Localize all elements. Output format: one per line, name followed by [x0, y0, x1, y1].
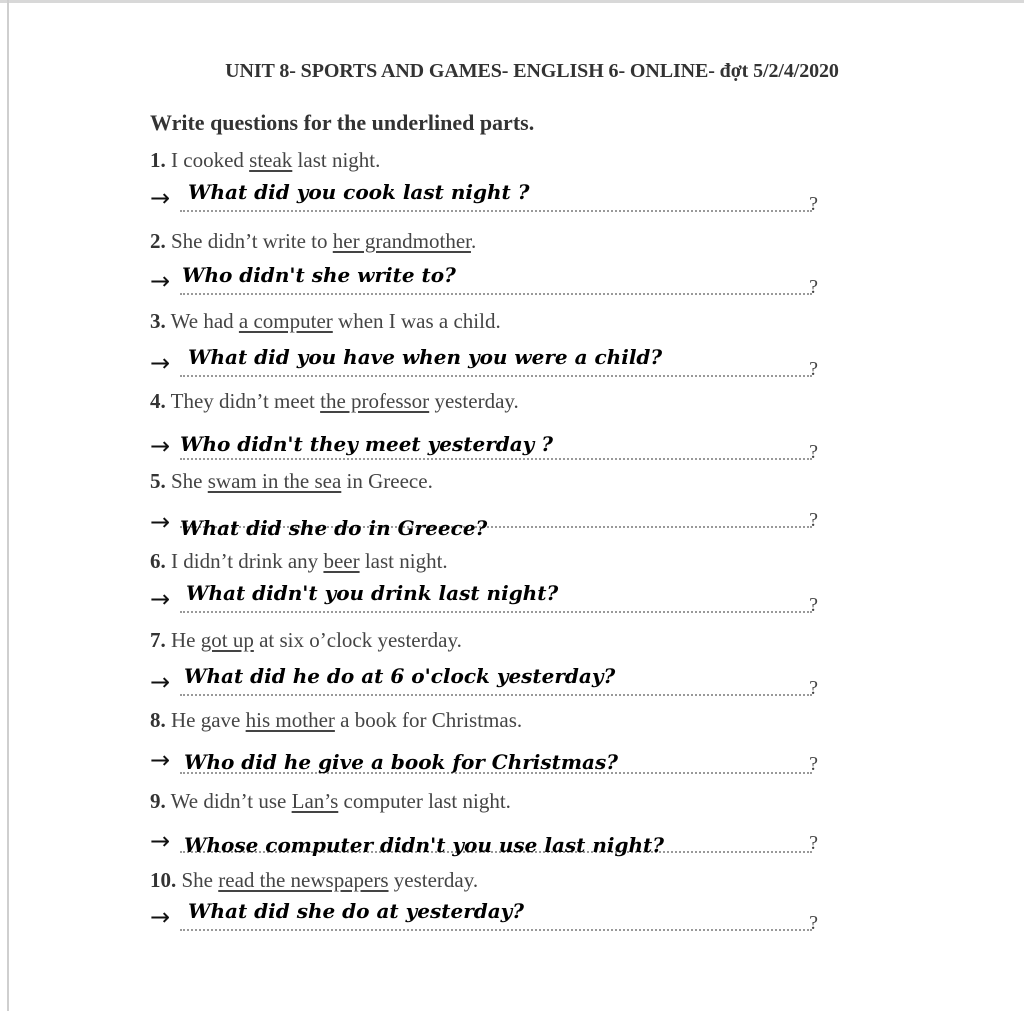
question-mark: ?: [809, 441, 818, 463]
answer-line-8[interactable]: [150, 746, 818, 780]
question-mark: ?: [809, 594, 818, 616]
arrow-icon: →: [150, 668, 171, 696]
question-text-before: She: [181, 868, 219, 892]
question-text-after: .: [470, 229, 477, 253]
underlined-part: read the newspapers: [218, 868, 389, 892]
question-number: 10.: [150, 868, 177, 892]
question-mark: ?: [809, 677, 818, 699]
question-text-after: yesterday.: [388, 868, 479, 892]
question-mark: ?: [809, 912, 818, 934]
underlined-part: got up: [200, 628, 254, 652]
question-text-before: She: [171, 469, 208, 493]
answer-line-10[interactable]: [150, 899, 818, 933]
answer-line-3[interactable]: [150, 345, 818, 379]
underlined-part: beer: [323, 549, 360, 573]
question-number: 3.: [150, 309, 166, 333]
answer-line-9[interactable]: [150, 827, 818, 861]
question-text-before: We had: [170, 309, 239, 333]
dotted-line: [180, 375, 812, 377]
arrow-icon: →: [150, 827, 171, 855]
answer-line-6[interactable]: [150, 581, 818, 615]
handwritten-answer: What did she do at yesterday?: [188, 899, 525, 923]
question-text-before: We didn’t use: [170, 789, 292, 813]
page-left-edge: [7, 0, 9, 1011]
question-text-after: at six o’clock yesterday.: [253, 628, 462, 652]
arrow-icon: →: [150, 746, 171, 774]
dotted-line: [180, 929, 812, 931]
question-text-before: He gave: [171, 708, 246, 732]
handwritten-answer: What did she do in Greece?: [180, 516, 488, 540]
arrow-icon: →: [150, 267, 171, 295]
question-6: [150, 549, 448, 574]
question-8: [150, 708, 522, 733]
question-number: 7.: [150, 628, 166, 652]
underlined-part: his mother: [245, 708, 335, 732]
question-number: 8.: [150, 708, 166, 732]
question-number: 1.: [150, 148, 166, 172]
question-mark: ?: [809, 509, 818, 531]
question-mark: ?: [809, 753, 818, 775]
dotted-line: [180, 458, 812, 460]
question-text-after: last night.: [292, 148, 381, 172]
handwritten-answer: Who didn't she write to?: [182, 263, 456, 287]
handwritten-answer: Who did he give a book for Christmas?: [184, 750, 618, 774]
answer-line-5[interactable]: [150, 508, 818, 542]
answer-line-7[interactable]: [150, 664, 818, 698]
answer-line-4[interactable]: [150, 428, 818, 462]
question-text-before: He: [171, 628, 201, 652]
question-mark: ?: [809, 358, 818, 380]
question-9: [150, 789, 511, 814]
question-mark: ?: [809, 832, 818, 854]
question-mark: ?: [809, 193, 818, 215]
question-number: 9.: [150, 789, 166, 813]
question-1: [150, 148, 380, 173]
handwritten-answer: Whose computer didn't you use last night?: [184, 833, 664, 857]
handwritten-answer: What didn't you drink last night?: [186, 581, 559, 605]
underlined-part: steak: [249, 148, 293, 172]
question-number: 5.: [150, 469, 166, 493]
underlined-part: the professor: [320, 389, 430, 413]
arrow-icon: →: [150, 184, 171, 212]
question-4: [150, 389, 519, 414]
question-text-after: last night.: [359, 549, 448, 573]
question-number: 2.: [150, 229, 166, 253]
question-text-after: yesterday.: [429, 389, 519, 413]
underlined-part: Lan’s: [291, 789, 339, 813]
handwritten-answer: Who didn't they meet yesterday ?: [180, 432, 553, 456]
arrow-icon: →: [150, 349, 171, 377]
handwritten-answer: What did he do at 6 o'clock yesterday?: [184, 664, 616, 688]
underlined-part: her grandmother: [332, 229, 471, 253]
underlined-part: swam in the sea: [207, 469, 342, 493]
question-10: [150, 868, 478, 893]
dotted-line: [180, 694, 812, 696]
question-text-after: a book for Christmas.: [334, 708, 523, 732]
page-top-edge: [0, 0, 1024, 3]
arrow-icon: →: [150, 585, 171, 613]
question-mark: ?: [809, 276, 818, 298]
question-number: 4.: [150, 389, 166, 413]
question-text-before: I didn’t drink any: [171, 549, 324, 573]
instruction-heading: Write questions for the underlined parts.: [150, 110, 535, 135]
question-text-after: in Greece.: [341, 469, 433, 493]
worksheet-title: UNIT 8- SPORTS AND GAMES- ENGLISH 6- ONLINE- đợt 5/2/4/2020: [225, 60, 839, 82]
dotted-line: [180, 611, 812, 613]
question-text-before: She didn’t write to: [171, 229, 333, 253]
arrow-icon: →: [150, 432, 171, 460]
answer-line-1[interactable]: [150, 180, 818, 214]
question-text-before: They didn’t meet: [170, 389, 321, 413]
question-3: [150, 309, 501, 334]
answer-line-2[interactable]: [150, 263, 818, 297]
handwritten-answer: What did you have when you were a child?: [188, 345, 663, 369]
question-5: [150, 469, 433, 494]
question-2: [150, 229, 476, 254]
question-number: 6.: [150, 549, 166, 573]
question-7: [150, 628, 462, 653]
question-text-after: computer last night.: [338, 789, 511, 813]
handwritten-answer: What did you cook last night ?: [188, 180, 530, 204]
dotted-line: [180, 293, 812, 295]
dotted-line: [180, 210, 812, 212]
question-text-after: when I was a child.: [332, 309, 501, 333]
arrow-icon: →: [150, 903, 171, 931]
underlined-part: a computer: [238, 309, 333, 333]
arrow-icon: →: [150, 508, 171, 536]
question-text-before: I cooked: [171, 148, 250, 172]
